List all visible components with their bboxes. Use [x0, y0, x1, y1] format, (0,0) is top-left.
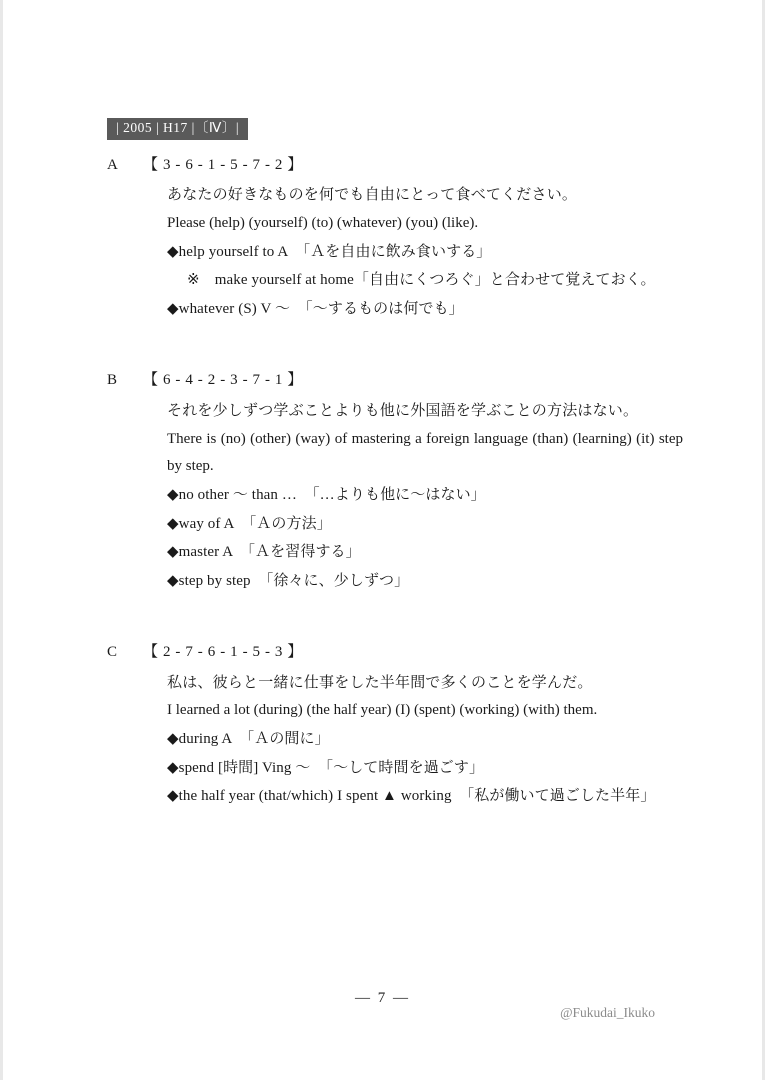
- author-handle: @Fukudai_Ikuko: [560, 1005, 655, 1020]
- document-content: [107, 118, 707, 811]
- section-b-body: [167, 398, 707, 595]
- section-b-header: [107, 369, 707, 392]
- section-c-body: [167, 670, 707, 811]
- exam-year-badge: | 2005 | H17 |〔Ⅳ〕|: [107, 118, 248, 140]
- page-number: — 7 —: [355, 990, 410, 1006]
- section-b-note-4: ◆step by step 「徐々に、少しずつ」: [167, 572, 410, 589]
- section-b-note-3: ◆master A 「Ａを習得する」: [167, 544, 361, 561]
- section-c-japanese: 私は、彼らと一緒に仕事をした半年間で多くのことを学んだ。: [167, 674, 593, 691]
- section-c-english: I learned a lot (during) (the half year) (I) (spent) (working) (with) them.: [167, 702, 598, 719]
- section-c-answer-sequence: 【 2 - 7 - 6 - 1 - 5 - 3 】: [143, 644, 303, 661]
- section-a-body: [167, 182, 707, 323]
- section-a-english: Please (help) (yourself) (to) (whatever) (you) (like).: [167, 215, 479, 232]
- section-c: [107, 641, 707, 811]
- section-a: [107, 154, 707, 324]
- section-a-subnote: ※ make yourself at home「自由にくつろぐ」と合わせて覚えておく。: [187, 272, 656, 289]
- section-a-japanese: あなたの好きなものを何でも自由にとって食べてください。: [167, 187, 578, 204]
- section-a-letter: A: [107, 156, 118, 173]
- section-c-note-3: ◆the half year (that/which) I spent ▲ working 「私が働いて過ごした半年」: [167, 788, 656, 805]
- section-b-english: There is (no) (other) (way) of mastering a foreign language (than) (learning) (it) step by step.: [167, 430, 683, 475]
- section-a-note-1: ◆help yourself to A 「Ａを自由に飲み食いする」: [167, 243, 492, 260]
- section-c-note-2: ◆spend [時間] Ving ～ 「～して時間を過ごす」: [167, 759, 485, 776]
- section-a-answer-sequence: 【 3 - 6 - 1 - 5 - 7 - 2 】: [143, 156, 303, 173]
- section-b-note-2: ◆way of A 「Ａの方法」: [167, 515, 332, 532]
- section-b-japanese: それを少しずつ学ぶことよりも他に外国語を学ぶことの方法はない。: [167, 402, 639, 419]
- section-c-letter: C: [107, 644, 118, 661]
- section-c-header: [107, 641, 707, 664]
- section-b-letter: B: [107, 372, 118, 389]
- section-b-answer-sequence: 【 6 - 4 - 2 - 3 - 7 - 1 】: [143, 372, 303, 389]
- section-b: [107, 369, 707, 595]
- section-a-header: [107, 154, 707, 177]
- section-c-note-1: ◆during A 「Ａの間に」: [167, 731, 330, 748]
- section-a-note-2: ◆whatever (S) V ～ 「～するものは何でも」: [167, 300, 464, 317]
- section-b-note-1: ◆no other ～ than … 「…よりも他に～はない」: [167, 487, 486, 504]
